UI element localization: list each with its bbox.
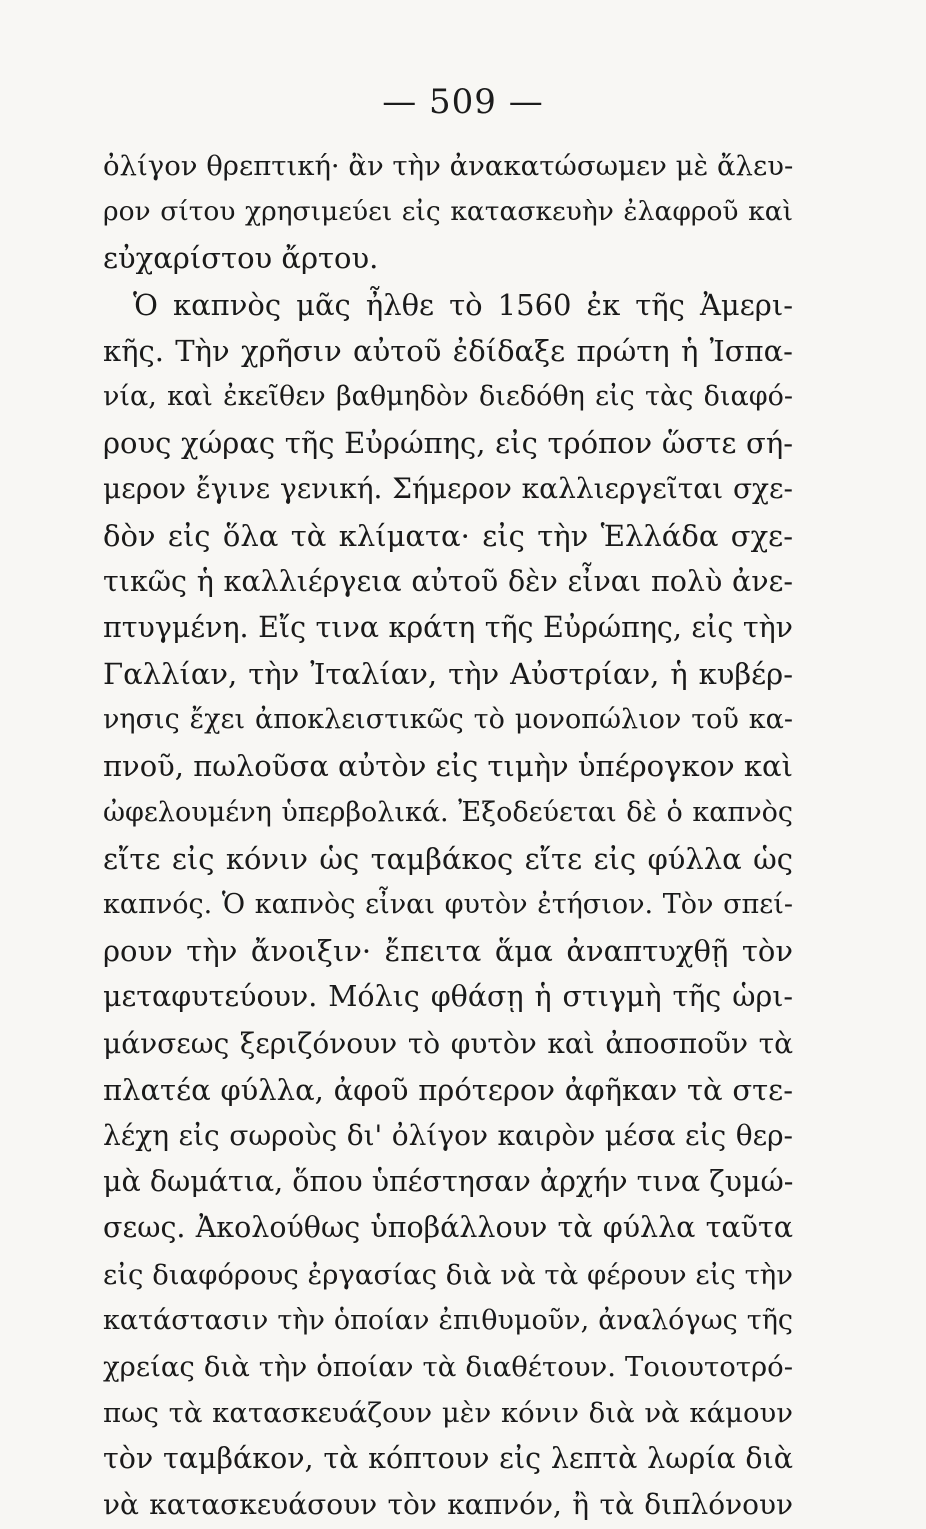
text-line: σεως. Ἀκολούθως ὑποβάλλουν τὰ φύλλα ταῦτα [103,1211,793,1245]
text-line: νησις ἔχει ἀποκλειστικῶς τὸ μονοπώλιον τοῦ κα- [103,704,793,736]
text-line: Γαλλίαν, τὴν Ἰταλίαν, τὴν Αὐστρίαν, ἡ κυβέρ- [103,657,793,692]
text-line: καπνός. Ὁ καπνὸς εἶναι φυτὸν ἐτήσιον. Τὸν σπεί- [103,889,793,920]
text-line: ὠφελουμένη ὑπερβολικά. Ἐξοδεύεται δὲ ὁ καπνὸς [103,796,793,828]
text-line: μερον ἔγινε γενική. Σήμερον καλλιεργεῖται σχε- [103,472,793,506]
text-line: νὰ κατασκευάσουν τὸν καπνόν, ἢ τὰ διπλόνουν [103,1488,793,1522]
text-line: μάνσεως ξεριζόνουν τὸ φυτὸν καὶ ἀποσποῦν τὰ [103,1026,793,1060]
text-line: πτυγμένη. Εἴς τινα κράτη τῆς Εὐρώπης, εἰς τὴν [103,610,793,644]
text-line: πλατέα φύλλα, ἀφοῦ πρότερον ἀφῆκαν τὰ στε- [103,1072,793,1107]
text-line: ὀλίγον θρεπτική· ἂν τὴν ἀνακατώσωμεν μὲ ἄλευ- [103,150,794,182]
body-text [103,143,793,1529]
text-line: εἴτε εἰς κόνιν ὡς ταμβάκος εἴτε εἰς φύλλα ὡς [103,841,793,876]
text-line: τὸν ταμβάκον, τὰ κόπτουν εἰς λεπτὰ λωρία διὰ [103,1442,793,1476]
text-line: χρείας διὰ τὴν ὁποίαν τὰ διαθέτουν. Τοιουτοτρό- [103,1350,793,1383]
text-line: εὐχαρίστου ἄρτου. [103,241,379,276]
text-line: μεταφυτεύουν. Μόλις φθάσῃ ἡ στιγμὴ τῆς ὡρι- [103,980,793,1014]
text-line: πνοῦ, πωλοῦσα αὐτὸν εἰς τιμὴν ὑπέρογκον καὶ [103,749,793,784]
text-line: ρους χώρας τῆς Εὐρώπης, εἰς τρόπον ὥστε σή- [103,426,793,461]
text-line: λέχη εἰς σωροὺς δι' ὀλίγον καιρὸν μέσα εἰς θερ- [103,1118,793,1152]
text-line: κῆς. Τὴν χρῆσιν αὐτοῦ ἐδίδαξε πρώτη ἡ Ἰσπα- [103,333,793,368]
text-line: ρον σίτου χρησιμεύει εἰς κατασκευὴν ἐλαφροῦ καὶ [103,196,793,228]
text-line: ρουν τὴν ἄνοιξιν· ἔπειτα ἅμα ἀναπτυχθῇ τὸν [103,934,793,969]
text-line: πως τὰ κατασκευάζουν μὲν κόνιν διὰ νὰ κάμουν [103,1397,793,1430]
text-line: εἰς διαφόρους ἐργασίας διὰ νὰ τὰ φέρουν εἰς τὴν [103,1258,793,1291]
text-line: νία, καὶ ἐκεῖθεν βαθμηδὸν διεδόθη εἰς τὰς διαφό- [103,380,793,412]
text-line: τικῶς ἡ καλλιέργεια αὐτοῦ δὲν εἶναι πολὺ ἀνε- [103,564,793,598]
page-number: — 509 — [382,82,544,122]
text-line: μὰ δωμάτια, ὅπου ὑπέστησαν ἀρχήν τινα ζυμώ- [103,1165,794,1199]
text-line: κατάστασιν τὴν ὁποίαν ἐπιθυμοῦν, ἀναλόγως τῆς [103,1304,793,1336]
text-line: Ὁ καπνὸς μᾶς ἦλθε τὸ 1560 ἐκ τῆς Ἀμερι- [133,287,793,322]
text-line: δὸν εἰς ὅλα τὰ κλίματα· εἰς τὴν Ἑλλάδα σχε- [103,518,793,553]
